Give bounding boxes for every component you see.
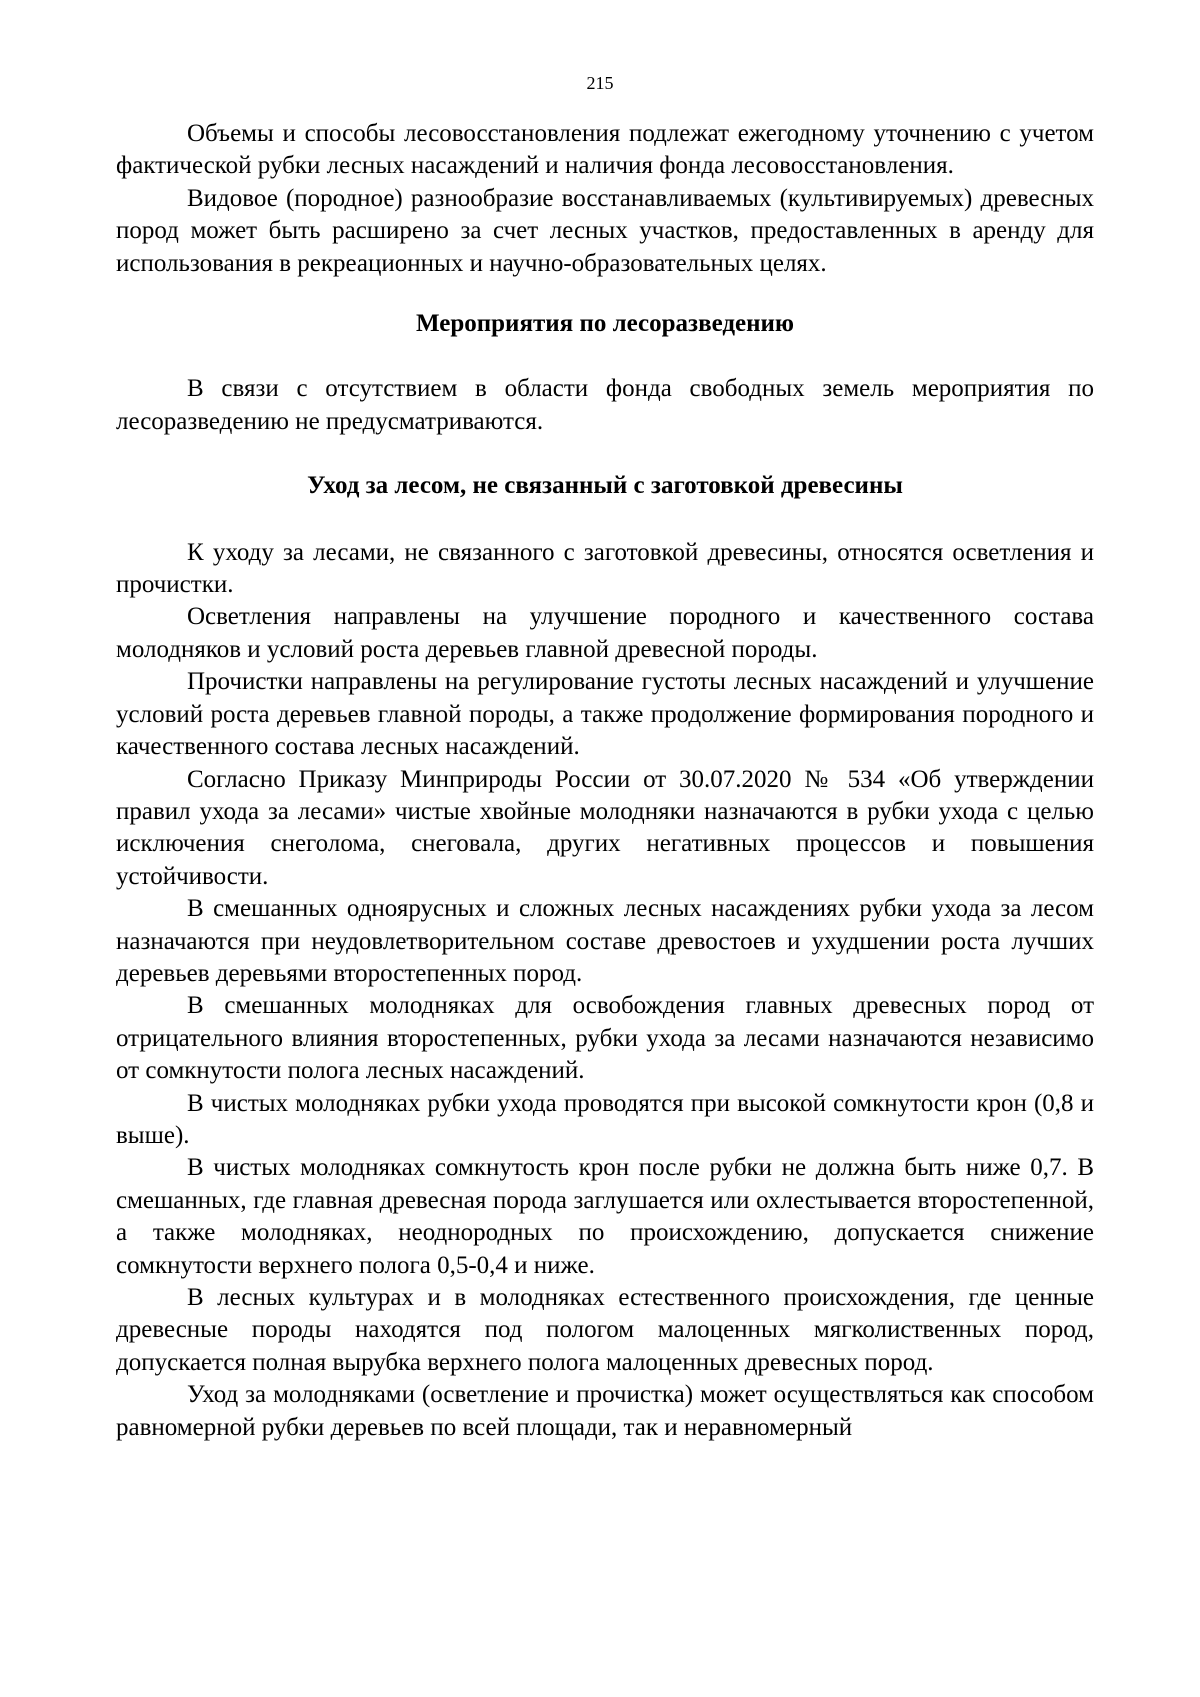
paragraph: Осветления направлены на улучшение породного и качественного состава молодняков и условий роста деревьев главной древесной породы. [116,603,1094,663]
section-heading-forest-care: Уход за лесом, не связанный с заготовкой древесины [307,472,903,500]
paragraph: Уход за молодняками (осветление и прочистка) может осуществляться как способом равномерной рубки деревьев по всей площади, так и неравномерный [116,1381,1094,1441]
paragraph: Согласно Приказу Минприроды России от 30.07.2020 № 534 «Об утверждении правил ухода за лесами» чистые хвойные молодняки назначаются в рубки ухода с целью исключения снеголома, снеговала, других негативных процессов и повышения устойчивости. [116,765,1094,890]
paragraph: К уходу за лесами, не связанного с заготовкой древесины, относятся осветления и прочистки. [116,538,1094,599]
paragraph: В смешанных молодняках для освобождения главных древесных пород от отрицательного влияния второстепенных, рубки ухода за лесами назначаются независимо от сомкнутости полога лесных насаждений. [116,992,1094,1085]
section-heading-afforestation: Мероприятия по лесоразведению [415,310,794,338]
page-number: 215 [586,73,614,93]
paragraph: В чистых молодняках рубки ухода проводятся при высокой сомкнутости крон (0,8 и выше). [116,1089,1094,1149]
paragraph: Видовое (породное) разнообразие восстанавливаемых (культивируемых) древесных пород может быть расширено за счет лесных участков, предоставленных в аренду для использования в рекреационных и научно-образовательных целях. [116,184,1094,277]
paragraph: Объемы и способы лесовосстановления подлежат ежегодному уточнению с учетом фактической рубки лесных насаждений и наличия фонда лесовосстановления. [116,120,1094,180]
paragraph: Прочистки направлены на регулирование густоты лесных насаждений и улучшение условий роста деревьев главной породы, а также продолжение формирования породного и качественного состава лесных насаждений. [116,668,1094,761]
paragraph: В чистых молодняках сомкнутость крон после рубки не должна быть ниже 0,7. В смешанных, где главная древесная порода заглушается или охлестывается второстепенной, а также молодняках, неоднородных по происхождению, допускается снижение сомкнутости верхнего полога 0,5-0,4 и ниже. [116,1154,1094,1279]
page-content [116,118,1094,1444]
paragraph: В смешанных одноярусных и сложных лесных насаждениях рубки ухода за лесом назначаются при неудовлетворительном составе древостоев и ухудшении роста лучших деревьев деревьями второстепенных пород. [116,895,1094,987]
paragraph: В связи с отсутствием в области фонда свободных земель мероприятия по лесоразведению не предусматриваются. [116,375,1094,435]
paragraph: В лесных культурах и в молодняках естественного происхождения, где ценные древесные породы находятся под пологом малоценных мягколиственных пород, допускается полная вырубка верхнего полога малоценных древесных пород. [116,1284,1094,1376]
